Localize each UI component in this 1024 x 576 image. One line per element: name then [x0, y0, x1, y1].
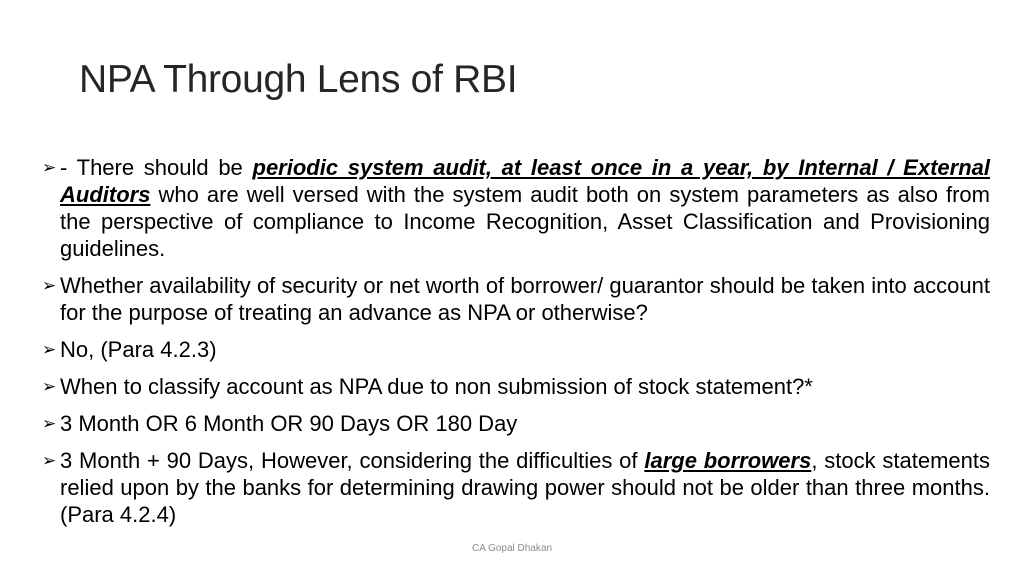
slide-title: NPA Through Lens of RBI: [79, 58, 518, 101]
bullet-item-stock-answer: [42, 447, 990, 528]
arrow-bullet-icon: ➢: [42, 158, 57, 177]
bullet-item-security-question: [42, 272, 990, 326]
arrow-bullet-icon: ➢: [42, 377, 57, 396]
bullet-text: No, (Para 4.2.3): [60, 337, 217, 362]
bullet-text: who are well versed with the system audit both on system parameters as also from the perspective of compliance to Income Recognition, Asset Classification and Provisioning guidelines.: [60, 182, 990, 261]
bullet-item-security-answer: [42, 336, 990, 363]
bullet-item-stock-options: [42, 410, 990, 437]
bullet-text: 3 Month OR 6 Month OR 90 Days OR 180 Day: [60, 411, 518, 436]
bullet-text: Whether availability of security or net worth of borrower/ guarantor should be taken into account for the purpose of treating an advance as NPA or otherwise?: [60, 273, 990, 325]
footer-author: CA Gopal Dhakan: [471, 543, 553, 554]
arrow-bullet-icon: ➢: [42, 276, 57, 295]
bullet-text: 3 Month + 90 Days, However, considering the difficulties of: [60, 448, 645, 473]
bullet-item-audit: [42, 154, 990, 262]
bullet-text: , stock statements relied upon by the banks for determining drawing power should not be older than three months. (Para 4.2.4): [60, 448, 991, 527]
bullet-text: When to classify account as NPA due to non submission of stock statement?*: [60, 374, 813, 399]
arrow-bullet-icon: ➢: [42, 451, 57, 470]
bullet-emphasis: periodic system audit, at least once in a year, by Internal / External Auditors: [60, 155, 991, 207]
bullet-item-stock-question: [42, 373, 990, 400]
bullet-list: [42, 154, 990, 538]
arrow-bullet-icon: ➢: [42, 340, 57, 359]
bullet-emphasis: large borrowers: [644, 448, 812, 473]
bullet-text: - There should be: [60, 155, 253, 180]
arrow-bullet-icon: ➢: [42, 414, 57, 433]
